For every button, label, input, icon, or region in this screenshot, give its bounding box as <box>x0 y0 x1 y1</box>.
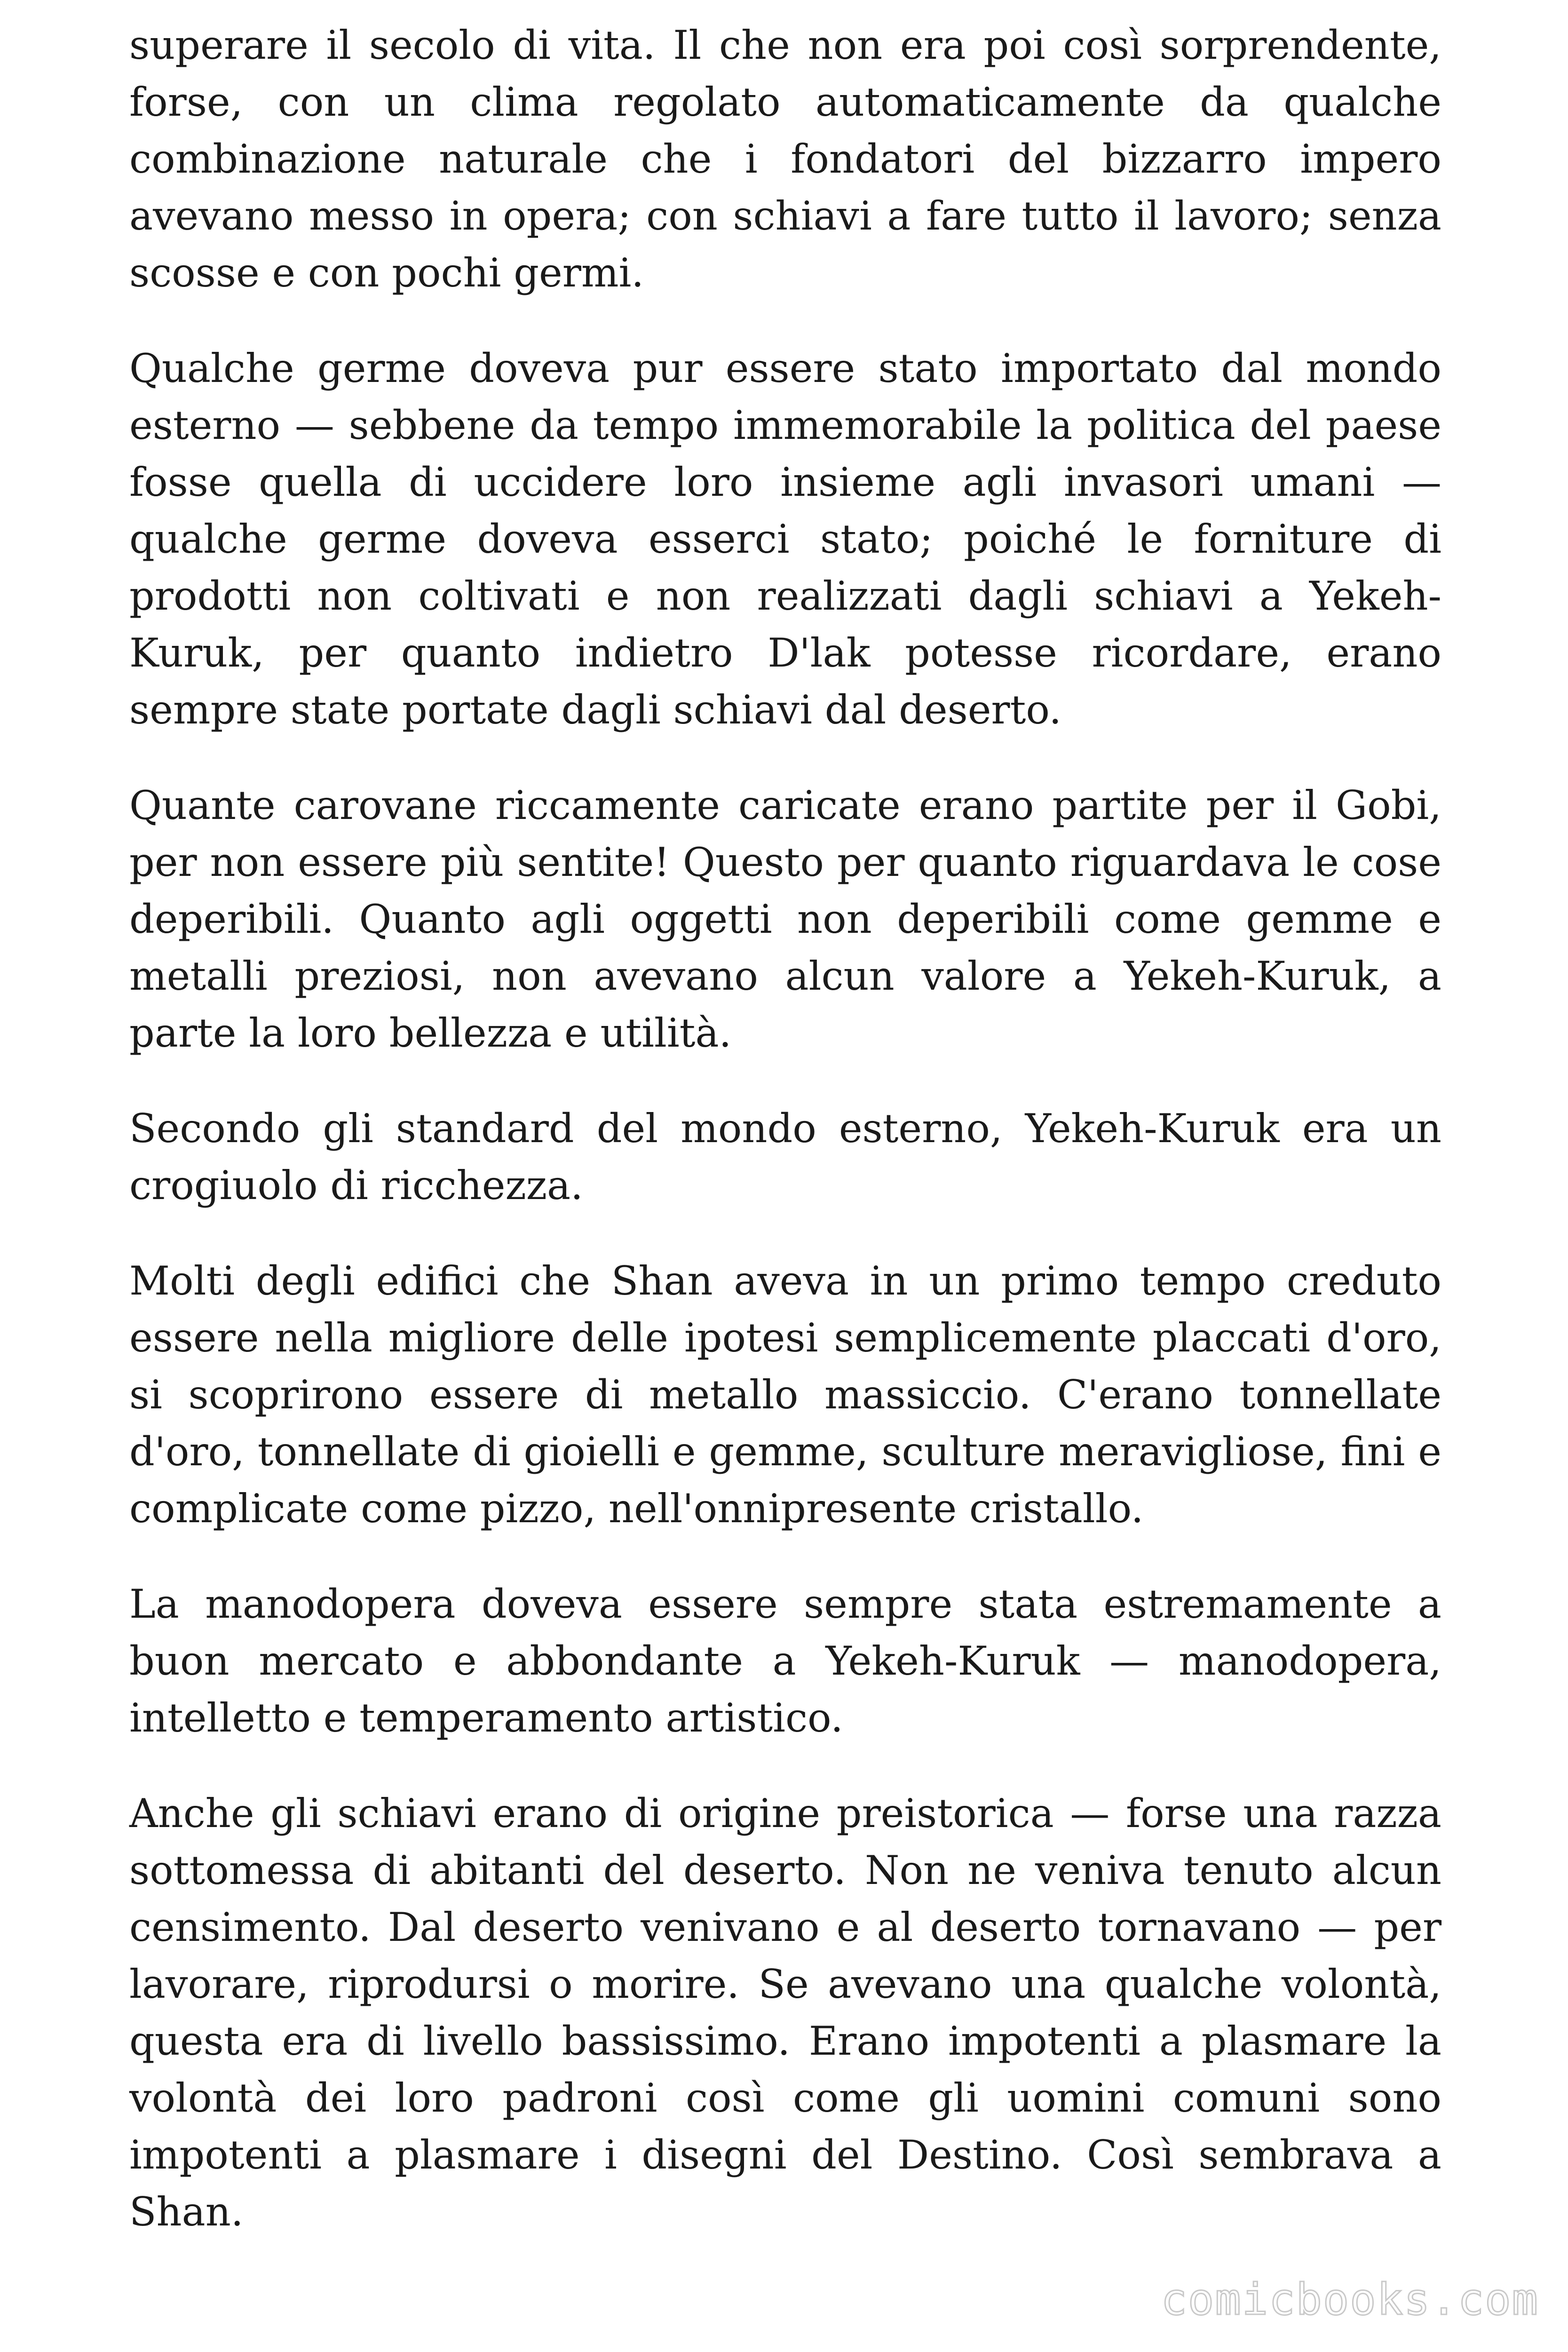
paragraph-1: superare il secolo di vita. Il che non era poi così sorprendente, forse, con un clima regolato automaticamente da qualche combinazione naturale che i fondatori del bizzarro impero avevano messo in opera; con schiavi a fare tutto il lavoro; senza scosse e con pochi germi. <box>129 22 1441 296</box>
paragraph-6: La manodopera doveva essere sempre stata estremamente a buon mercato e abbondante a Yekeh-Kuruk — manodopera, intelletto e temperamento artistico. <box>129 1581 1441 1741</box>
paragraph-2: Qualche germe doveva pur essere stato importato dal mondo esterno — sebbene da tempo immemorabile la politica del paese fosse quella di uccidere loro insieme agli invasori umani — qualche germe doveva esserci stato; poiché le forniture di prodotti non coltivati e non realizzati dagli schiavi a Yekeh-Kuruk, per quanto indietro D'lak potesse ricordare, erano sempre state portate dagli schiavi dal deserto. <box>129 345 1441 733</box>
paragraph-3: Quante carovane riccamente caricate erano partite per il Gobi, per non essere più sentite! Questo per quanto riguardava le cose deperibili. Quanto agli oggetti non deperibili come gemme e metalli preziosi, non avevano alcun valore a Yekeh-Kuruk, a parte la loro bellezza e utilità. <box>129 782 1441 1056</box>
paragraph-4: Secondo gli standard del mondo esterno, Yekeh-Kuruk era un crogiuolo di ricchezza. <box>129 1105 1441 1208</box>
watermark-logo: comicbooks.com <box>1161 2274 1539 2325</box>
paragraph-5: Molti degli edifici che Shan aveva in un primo tempo creduto essere nella migliore delle ipotesi semplicemente placcati d'oro, si scoprirono essere di metallo massiccio. C'erano tonnellate d'oro, tonnellate di gioielli e gemme, sculture meravigliose, fini e complicate come pizzo, nell'onnipresente cristallo. <box>129 1258 1441 1532</box>
paragraph-7: Anche gli schiavi erano di origine preistorica — forse una razza sottomessa di abitanti del deserto. Non ne veniva tenuto alcun censimento. Dal deserto venivano e al deserto tornavano — per lavorare, riprodursi o morire. Se avevano una qualche volontà, questa era di livello bassissimo. Erano impotenti a plasmare la volontà dei loro padroni così come gli uomini comuni sono impotenti a plasmare i disegni del Destino. Così sembrava a Shan. <box>129 1790 1441 2235</box>
page-text-body <box>129 17 1441 2279</box>
